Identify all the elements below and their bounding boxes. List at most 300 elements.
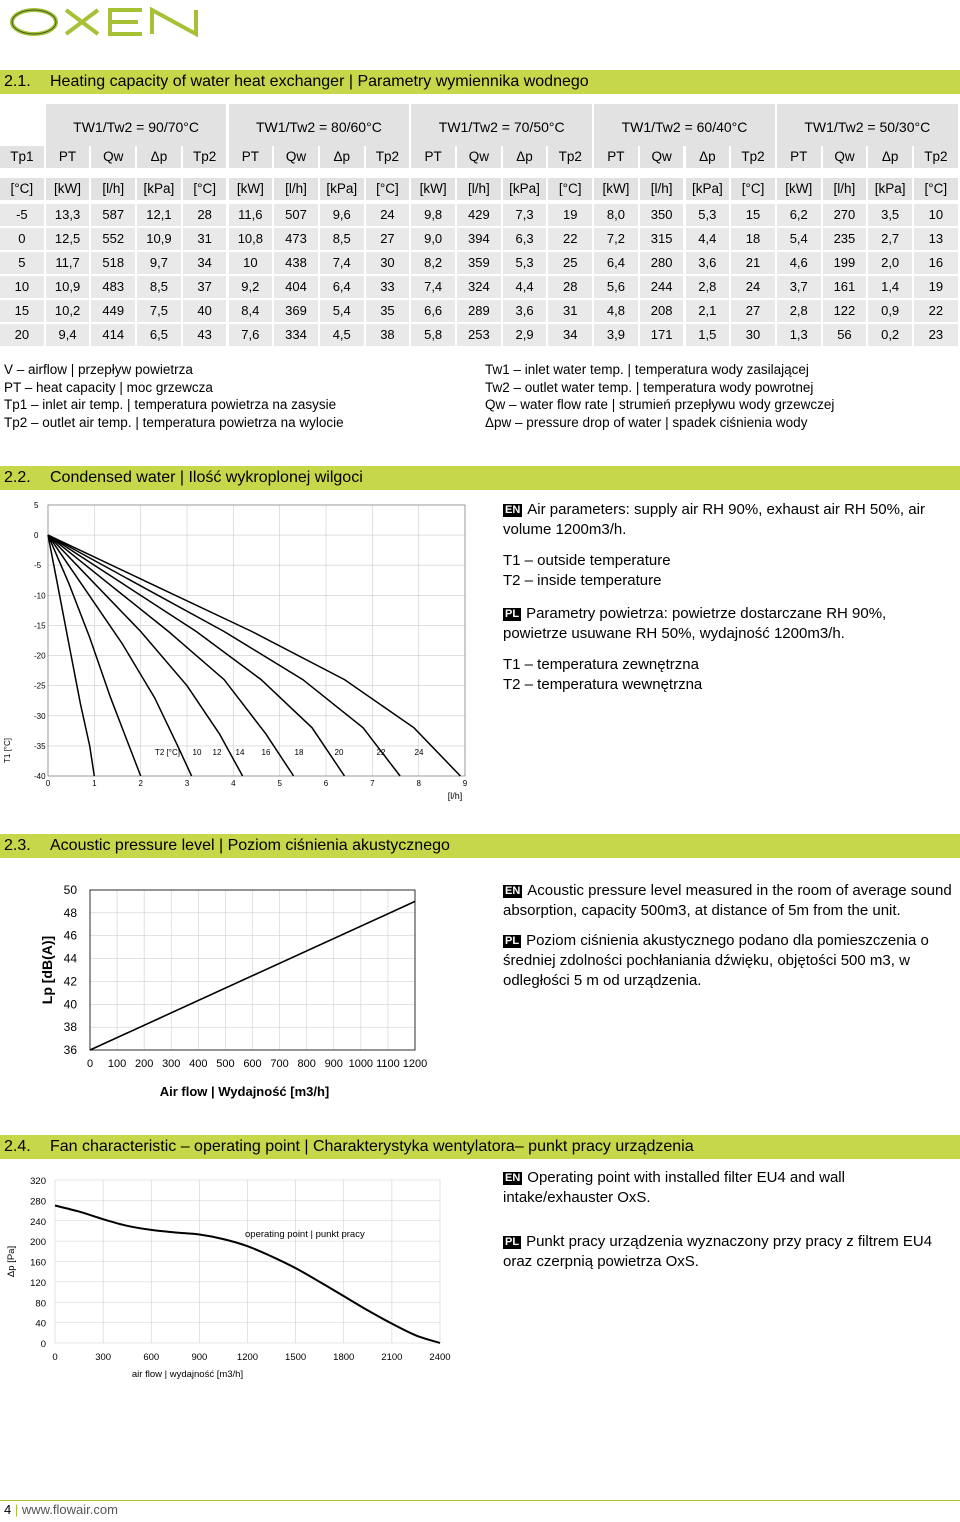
table-cell: [°C] [731,178,777,200]
table-cell: 6,2 [777,204,823,226]
table-cell: 324 [457,276,503,298]
table-cell: 394 [457,228,503,250]
table-cell: 5,4 [320,300,366,322]
table-cell: 20 [0,324,46,346]
table-cell: 483 [91,276,137,298]
s2-en-text: Air parameters: supply air RH 90%, exhaust air RH 50%, air volume 1200m3/h. [503,501,925,538]
table-cell: PT [777,146,823,168]
section-title: Heating capacity of water heat exchanger | Parametry wymiennika wodnego [50,73,589,90]
table-cell: 350 [640,204,686,226]
pl-flag-icon: PL [505,935,520,947]
table-cell: PT [229,146,275,168]
table-cell: 244 [640,276,686,298]
table-cell: 289 [457,300,503,322]
x-tick-label: 100 [107,1058,127,1070]
table-cell: 9,4 [46,324,92,346]
table-cell: 235 [823,228,869,250]
legend-label: T2 [°C] [155,747,180,757]
group-header: TW1/Tw2 = 50/30°C [777,104,958,146]
table-cell: 43 [183,324,229,346]
section-number: 2.1. [4,73,31,90]
x-tick-label: 9 [462,779,468,788]
table-cell: 5,3 [503,252,549,274]
table-cell: 24 [366,204,412,226]
en-flag-icon: EN [505,885,521,897]
section-number: 2.3. [4,837,31,854]
table-cell: 552 [91,228,137,250]
table-cell: Tp2 [183,146,229,168]
s2-pl-text: Parametry powietrza: powietrze dostarczane RH 90%, powietrze usuwane RH 50%, wydajność 1200m3/h. [503,605,887,642]
section-header-2-4 [0,1135,960,1159]
s2-text [503,500,953,695]
table-cell: 2,8 [777,300,823,322]
table-cell: 3,7 [777,276,823,298]
x-tick-label: 4 [231,779,236,788]
y-tick-label: 320 [30,1176,46,1187]
s2-pl-t1: T1 – temperatura zewnętrzna [503,656,699,673]
table-cell: 22 [914,300,960,322]
table-row [0,324,960,348]
group-header: TW1/Tw2 = 70/50°C [411,104,592,146]
table-cell: 208 [640,300,686,322]
table-cell: 280 [640,252,686,274]
table-cell: 10,9 [137,228,183,250]
table-cell: Δp [686,146,732,168]
table-cell: 5,4 [777,228,823,250]
table-cell: 5 [0,252,46,274]
pl-flag-icon: PL [505,1236,520,1248]
table-cell: 33 [366,276,412,298]
y-tick-label: 0 [40,1339,46,1350]
table-cell: [kW] [594,178,640,200]
table-cell: [kPa] [503,178,549,200]
table-cell: [kW] [411,178,457,200]
s2-en-t2: T2 – inside temperature [503,572,662,589]
s3-text [503,881,953,991]
x-tick-label: 400 [189,1058,208,1070]
table-cell: 28 [183,204,229,226]
x-tick-label: 1500 [285,1352,307,1363]
section-number: 2.4. [4,1138,31,1155]
table-cell: Tp2 [366,146,412,168]
table-cell: [kW] [777,178,823,200]
table-cell: 15 [731,204,777,226]
table-cell: 9,6 [320,204,366,226]
table-cell: 8,4 [229,300,275,322]
en-flag-icon: EN [505,1172,521,1184]
table-cell: 0,9 [868,300,914,322]
x-tick-label: 800 [297,1058,316,1070]
x-tick-label: 200 [134,1058,154,1070]
table-cell: 27 [731,300,777,322]
table-cell: -5 [0,204,46,226]
y-tick-label: 38 [63,1020,77,1035]
table-cell: 518 [91,252,137,274]
table-cell: [kPa] [868,178,914,200]
table-cell: Tp2 [914,146,960,168]
s4-text [503,1168,953,1272]
x-tick-label: 0 [45,779,51,788]
s2-pl-t2: T2 – temperatura wewnętrzna [503,676,703,693]
table-row [0,300,960,324]
table-cell: 449 [91,300,137,322]
y-axis-label: Lp [dB(A)] [39,935,55,1005]
table-cell: [l/h] [91,178,137,200]
table-cell: 10,8 [229,228,275,250]
table-cell: 4,4 [686,228,732,250]
table-row [0,204,960,228]
legend-item: Δpw – pressure drop of water | spadek ciśnienia wody [485,414,808,430]
table-cell: 587 [91,204,137,226]
y-tick-label: 50 [63,883,77,897]
table-cell: Qw [457,146,503,168]
table-cell: 2,1 [686,300,732,322]
y-tick-label: 80 [35,1298,46,1310]
section-header-2-2 [0,466,960,490]
footer-url[interactable]: www.flowair.com [21,1502,118,1517]
s3-pl-text: Poziom ciśnienia akustycznego podano dla pomieszczenia o średniej zdolności pochłaniania dźwięku, objętości 500 m3, w odległości 5 m od urządzenia. [503,932,929,989]
s4-pl-text: Punkt pracy urządzenia wyznaczony przy pracy z filtrem EU4 oraz czerpnią powietrza OxS. [503,1233,933,1270]
y-tick-label: 120 [30,1277,46,1289]
legend-series-label: 20 [334,747,344,757]
y-tick-label: 280 [30,1196,46,1208]
table-cell: 28 [548,276,594,298]
table-cell: 1,5 [686,324,732,346]
table-row [0,252,960,276]
legend-series-label: 14 [235,747,245,757]
table-cell: Δp [320,146,366,168]
table-cell: 16 [914,252,960,274]
x-tick-label: 1800 [333,1352,355,1363]
table-cell: 4,4 [503,276,549,298]
y-tick-label: -35 [34,741,46,751]
table-cell: 19 [914,276,960,298]
legend-item: Tw1 – inlet water temp. | temperatura wody zasilającej [485,362,809,377]
x-tick-label: 900 [324,1058,343,1070]
table-cell: 31 [548,300,594,322]
x-tick-label: 900 [191,1352,208,1363]
table-cell: 414 [91,324,137,346]
en-flag-icon: EN [505,504,521,516]
section-header-2-1 [0,70,960,94]
table-cell: 13,3 [46,204,92,226]
table-cell: 19 [548,204,594,226]
table-cell: [kPa] [137,178,183,200]
table-cell: 12,5 [46,228,92,250]
table-cell: 37 [183,276,229,298]
table-cell: 0 [0,228,46,250]
table-cell: 404 [274,276,320,298]
table-cell: [°C] [914,178,960,200]
table-cell: 15 [0,300,46,322]
table-cell: 56 [823,324,869,346]
table-cell: 6,5 [137,324,183,346]
x-tick-label: 1200 [236,1352,259,1363]
legend-left [4,361,474,431]
table-cell: 31 [183,228,229,250]
table-cell: 12,1 [137,204,183,226]
y-axis-label: Δp [Pa] [6,1245,17,1278]
section-header-2-3 [0,834,960,858]
y-tick-label: 200 [30,1237,46,1249]
table-cell: 1,3 [777,324,823,346]
legend-item: Qw – water flow rate | strumień przepływu wody grzewczej [485,397,835,412]
table-cell: [l/h] [823,178,869,200]
table-cell: 34 [548,324,594,346]
table-cell: 199 [823,252,869,274]
y-tick-label: 160 [30,1257,46,1269]
legend-item: Tp2 – outlet air temp. | temperatura powietrza na wylocie [4,414,344,430]
x-tick-label: 0 [52,1352,58,1363]
table-cell: [l/h] [640,178,686,200]
table-cell: [kW] [46,178,92,200]
legend-series-label: 12 [212,747,222,757]
table-cell: 8,0 [594,204,640,226]
section-title: Acoustic pressure level | Poziom ciśnienia akustycznego [50,837,450,854]
table-cell: 438 [274,252,320,274]
x-tick-label: 1200 [402,1058,428,1070]
page-number: 4 [4,1502,12,1517]
table-cell: [l/h] [457,178,503,200]
legend-item: Tw2 – outlet water temp. | temperatura wody powrotnej [485,379,814,395]
table-cell: 369 [274,300,320,322]
table-cell: 30 [731,324,777,346]
y-tick-label: 36 [63,1043,77,1057]
table-row [0,276,960,300]
table-cell: Qw [640,146,686,168]
y-tick-label: 42 [63,974,77,989]
x-tick-label: 1100 [376,1058,400,1070]
table-cell: 24 [731,276,777,298]
x-tick-label: 5 [277,779,282,788]
y-tick-label: 5 [34,501,39,510]
table-cell: 10,9 [46,276,92,298]
table-cell: 161 [823,276,869,298]
y-tick-label: 240 [30,1216,46,1228]
table-cell: 359 [457,252,503,274]
s4-en-text: Operating point with installed filter EU4 and wall intake/exhauster OxS. [503,1169,845,1206]
table-cell: 10 [914,204,960,226]
condensed-water-chart [0,495,480,805]
table-cell: 10 [229,252,275,274]
table-cell: PT [411,146,457,168]
legend-series-label: 24 [414,747,424,757]
legend-series-label: 10 [192,747,202,757]
legend-item: Tp1 – inlet air temp. | temperatura powietrza na zasysie [4,397,337,412]
legend-series-label: 22 [376,747,386,757]
table-cell: 8,5 [320,228,366,250]
table-cell: 25 [548,252,594,274]
y-tick-label: -25 [34,681,46,691]
y-tick-label: -30 [34,711,46,721]
table-cell: 5,3 [686,204,732,226]
table-cell: 4,5 [320,324,366,346]
legend-item: PT – heat capacity | moc grzewcza [4,379,213,395]
oxen-logo [6,4,206,40]
x-tick-label: 600 [243,1058,262,1070]
section-title: Fan characteristic – operating point | Charakterystyka wentylatora– punkt pracy urządzenia [50,1138,694,1155]
fan-characteristic-chart [0,1165,480,1405]
header-row [0,178,960,202]
table-cell: Tp2 [548,146,594,168]
x-tick-label: 8 [416,779,421,788]
x-tick-label: 6 [323,779,329,788]
table-cell: [°C] [548,178,594,200]
section-title: Condensed water | Ilość wykroplonej wilgoci [50,469,363,486]
table-cell: 30 [366,252,412,274]
group-header: TW1/Tw2 = 90/70°C [46,104,227,146]
table-cell: [°C] [366,178,412,200]
table-cell: 3,9 [594,324,640,346]
table-cell: Qw [91,146,137,168]
table-cell: Tp1 [0,146,46,168]
table-cell: 13 [914,228,960,250]
table-cell: [kPa] [686,178,732,200]
plot-frame [48,505,465,776]
table-cell: 5,8 [411,324,457,346]
table-cell: Δp [868,146,914,168]
table-cell: 18 [731,228,777,250]
x-axis-label: [l/h] [447,791,463,801]
y-tick-label: 46 [63,928,77,943]
table-cell: 171 [640,324,686,346]
table-cell: PT [46,146,92,168]
x-tick-label: 0 [86,1058,94,1070]
table-cell: 23 [914,324,960,346]
table-cell: 6,4 [320,276,366,298]
table-cell: 8,5 [137,276,183,298]
table-cell: [°C] [183,178,229,200]
table-cell: 4,6 [777,252,823,274]
table-cell: 315 [640,228,686,250]
table-cell: 2,7 [868,228,914,250]
table-cell: [kPa] [320,178,366,200]
table-cell: Tp2 [731,146,777,168]
table-cell: [°C] [0,178,46,200]
table-cell: 22 [548,228,594,250]
x-axis-label: air flow | wydajność [m3/h] [131,1369,244,1380]
table-cell: 9,2 [229,276,275,298]
table-cell: 40 [183,300,229,322]
x-tick-label: 300 [95,1352,112,1363]
table-cell: 2,9 [503,324,549,346]
table-cell: 253 [457,324,503,346]
table-cell: 507 [274,204,320,226]
x-tick-label: 1 [92,779,97,788]
legend-series-label: 18 [294,747,304,757]
table-cell: 4,8 [594,300,640,322]
header-row [0,146,960,170]
table-cell: Δp [503,146,549,168]
table-cell: 6,6 [411,300,457,322]
group-header: TW1/Tw2 = 60/40°C [594,104,775,146]
y-axis-label: T1 [°C] [3,738,12,763]
table-cell: [kW] [229,178,275,200]
table-row [0,228,960,252]
group-header: TW1/Tw2 = 80/60°C [229,104,410,146]
table-cell: 35 [366,300,412,322]
x-tick-label: 500 [216,1058,235,1070]
table-cell: 0,2 [868,324,914,346]
table-cell: Qw [274,146,320,168]
table-cell: 7,4 [320,252,366,274]
annotation: operating point | punkt pracy [245,1229,365,1241]
x-tick-label: 1000 [348,1058,374,1070]
table-cell: 7,6 [229,324,275,346]
table-cell: 27 [366,228,412,250]
table-cell: 10,2 [46,300,92,322]
table-cell: 6,4 [594,252,640,274]
y-tick-label: 40 [63,997,77,1012]
table-cell: 11,6 [229,204,275,226]
x-tick-label: 300 [162,1058,181,1070]
table-cell: 10 [0,276,46,298]
table-cell: 473 [274,228,320,250]
x-tick-label: 7 [370,779,375,788]
y-tick-label: 48 [63,905,77,920]
table-cell: [l/h] [274,178,320,200]
table-cell: 38 [366,324,412,346]
table-cell: Qw [823,146,869,168]
y-tick-label: -15 [34,621,46,631]
table-cell: 3,5 [868,204,914,226]
table-cell: 5,6 [594,276,640,298]
legend-series-label: 16 [261,747,271,757]
table-cell: 1,4 [868,276,914,298]
x-tick-label: 700 [270,1058,289,1070]
section-number: 2.2. [4,469,31,486]
table-cell: 8,2 [411,252,457,274]
table-cell: 7,3 [503,204,549,226]
table-cell: 2,8 [686,276,732,298]
table-cell: 3,6 [503,300,549,322]
table-cell: 9,8 [411,204,457,226]
x-tick-label: 3 [184,779,190,788]
table-cell: 6,3 [503,228,549,250]
table-cell: 21 [731,252,777,274]
table-cell: 7,2 [594,228,640,250]
x-tick-label: 2400 [429,1352,451,1363]
x-axis-label: Air flow | Wydajność [m3/h] [159,1084,330,1099]
y-tick-label: -40 [34,772,46,781]
x-tick-label: 2100 [381,1352,403,1363]
table-cell: 9,0 [411,228,457,250]
y-tick-label: 40 [35,1318,46,1330]
table-cell: 334 [274,324,320,346]
y-tick-label: -10 [34,591,46,601]
table-cell: Δp [137,146,183,168]
y-tick-label: -20 [34,651,46,661]
table-cell: 7,4 [411,276,457,298]
acoustic-chart [0,870,480,1110]
legend-item: V – airflow | przepływ powietrza [4,362,193,377]
table-cell: 34 [183,252,229,274]
legend-right [485,361,955,431]
y-tick-label: -5 [34,561,42,571]
table-cell: 2,0 [868,252,914,274]
y-tick-label: 44 [63,951,77,966]
table-cell: 11,7 [46,252,92,274]
table-cell: 270 [823,204,869,226]
x-tick-label: 2 [138,779,143,788]
table-cell: PT [594,146,640,168]
y-tick-label: 0 [34,531,39,541]
table-cell: 7,5 [137,300,183,322]
table-cell: 429 [457,204,503,226]
table-cell: 122 [823,300,869,322]
s3-en-text: Acoustic pressure level measured in the room of average sound absorption, capacity 500m3, at distance of 5m from the unit. [503,882,952,919]
x-tick-label: 600 [143,1352,160,1363]
